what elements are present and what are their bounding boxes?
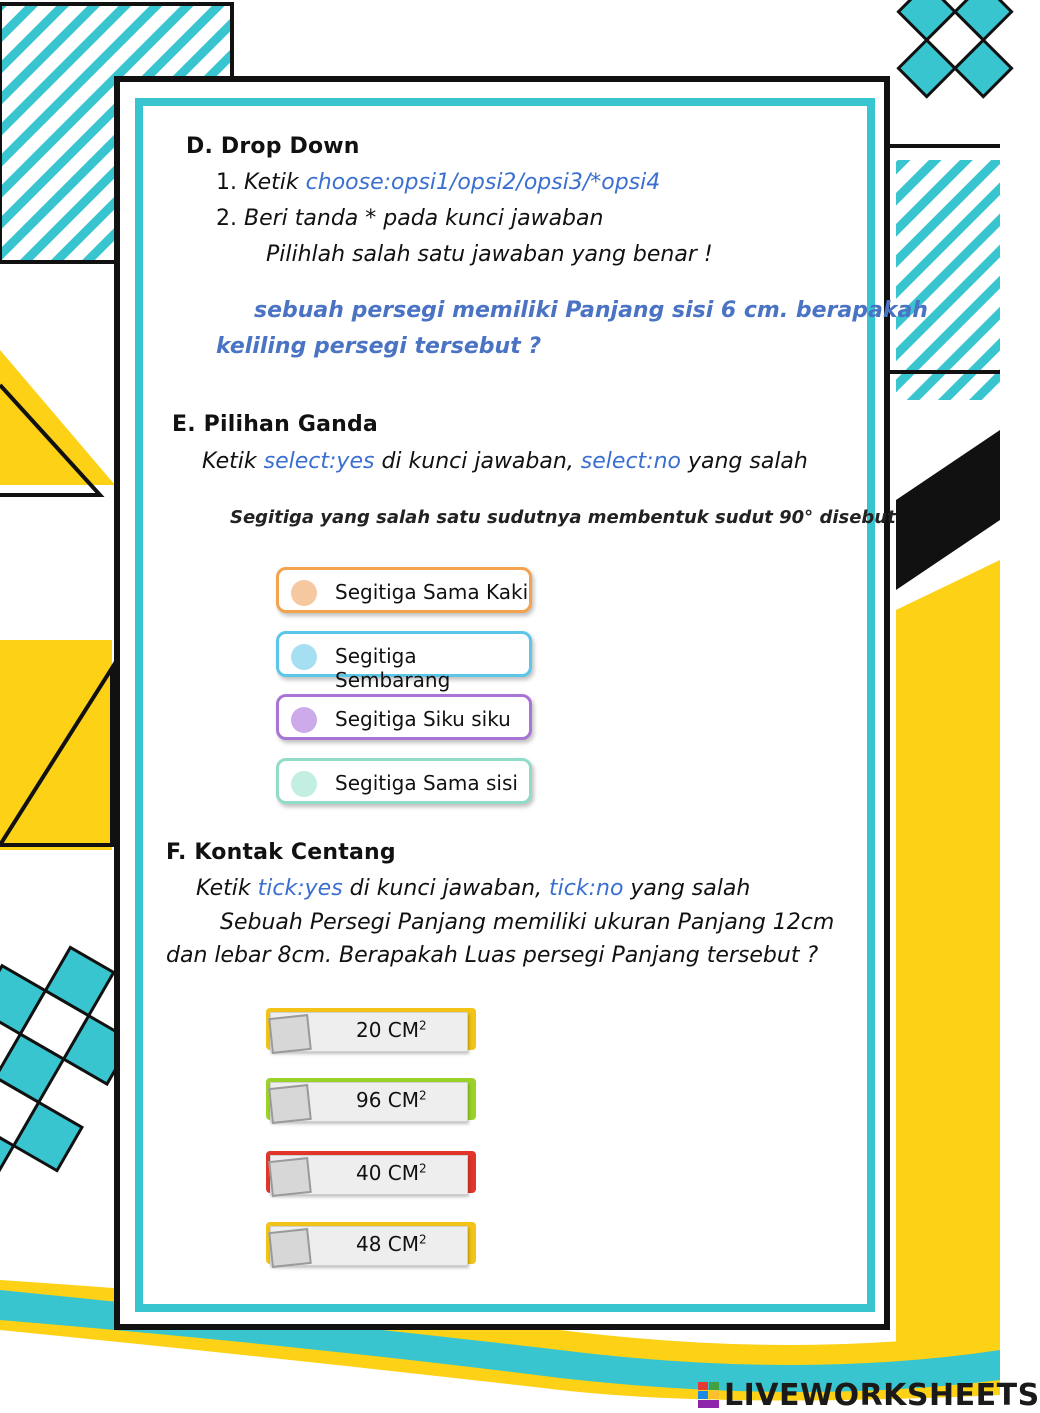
checkbox-icon[interactable]: [268, 1157, 312, 1197]
step-text: Ketik: [244, 170, 306, 195]
instruction-code-no: tick:no: [549, 876, 624, 901]
section-f-instruction: [196, 876, 750, 901]
section-f-heading: F. Kontak Centang: [166, 840, 396, 865]
choice-value: 40 CM: [356, 1161, 420, 1185]
instruction-text: di kunci jawaban,: [374, 449, 581, 474]
option-label: Segitiga Siku siku: [335, 707, 511, 731]
option-segitiga-sembarang[interactable]: [276, 631, 532, 692]
instruction-code-no: select:no: [580, 449, 681, 474]
section-d-instruction: Pilihlah salah satu jawaban yang benar !: [266, 242, 713, 267]
section-e-instruction: [202, 449, 808, 474]
section-d-question-line-2: keliling persegi tersebut ?: [216, 334, 542, 359]
section-d-step-1: [216, 170, 660, 195]
radio-icon: [291, 771, 317, 797]
section-e-question: Segitiga yang salah satu sudutnya membentuk sudut 90° disebut: [230, 507, 896, 528]
option-label: Segitiga Sama sisi: [335, 771, 518, 795]
option-segitiga-sama-kaki[interactable]: [276, 567, 532, 613]
step-number: 1.: [216, 170, 237, 195]
checkbox-choice-20[interactable]: [266, 1008, 476, 1054]
checkbox-icon[interactable]: [268, 1014, 312, 1054]
option-label: Segitiga Sembarang: [335, 644, 451, 692]
instruction-text: Ketik: [202, 449, 264, 474]
step-code: choose:opsi1/opsi2/opsi3/*opsi4: [305, 170, 661, 195]
instruction-text: yang salah: [680, 449, 808, 474]
radio-icon: [291, 707, 317, 733]
instruction-code-yes: tick:yes: [257, 876, 343, 901]
section-d-step-2: [216, 206, 603, 231]
section-d-question-line-1: sebuah persegi memiliki Panjang sisi 6 cm. berapakah: [254, 298, 928, 323]
radio-icon: [291, 580, 317, 606]
choice-label: [356, 1088, 427, 1112]
checkbox-choice-48[interactable]: [266, 1222, 476, 1268]
option-label: Segitiga Sama Kaki: [335, 580, 529, 604]
instruction-code-yes: select:yes: [263, 449, 375, 474]
choice-value: 48 CM: [356, 1232, 420, 1256]
section-f-question-line-1: Sebuah Persegi Panjang memiliki ukuran Panjang 12cm: [220, 910, 835, 935]
step-text: Beri tanda * pada kunci jawaban: [244, 206, 604, 231]
liveworksheets-logo-icon: [698, 1382, 720, 1408]
radio-icon: [291, 644, 317, 670]
choice-exponent: 2: [419, 1161, 427, 1176]
option-segitiga-siku-siku[interactable]: [276, 694, 532, 740]
choice-exponent: 2: [419, 1018, 427, 1033]
choice-exponent: 2: [419, 1088, 427, 1103]
checkbox-icon[interactable]: [268, 1228, 312, 1268]
instruction-text: yang salah: [623, 876, 751, 901]
checkbox-choice-40[interactable]: [266, 1151, 476, 1197]
choice-value: 96 CM: [356, 1088, 420, 1112]
choice-value: 20 CM: [356, 1018, 420, 1042]
section-e-heading: E. Pilihan Ganda: [172, 412, 378, 437]
instruction-text: Ketik: [196, 876, 258, 901]
step-number: 2.: [216, 206, 237, 231]
option-segitiga-sama-sisi[interactable]: [276, 758, 532, 804]
liveworksheets-brand[interactable]: LIVEWORKSHEETS: [724, 1378, 1040, 1413]
checkbox-choice-96[interactable]: [266, 1078, 476, 1124]
choice-label: [356, 1161, 427, 1185]
section-d-heading: D. Drop Down: [186, 134, 360, 159]
choice-exponent: 2: [419, 1232, 427, 1247]
instruction-text: di kunci jawaban,: [342, 876, 550, 901]
checkbox-icon[interactable]: [268, 1084, 312, 1124]
choice-label: [356, 1018, 427, 1042]
choice-label: [356, 1232, 427, 1256]
section-f-question-line-2: dan lebar 8cm. Berapakah Luas persegi Panjang tersebut ?: [166, 943, 819, 968]
